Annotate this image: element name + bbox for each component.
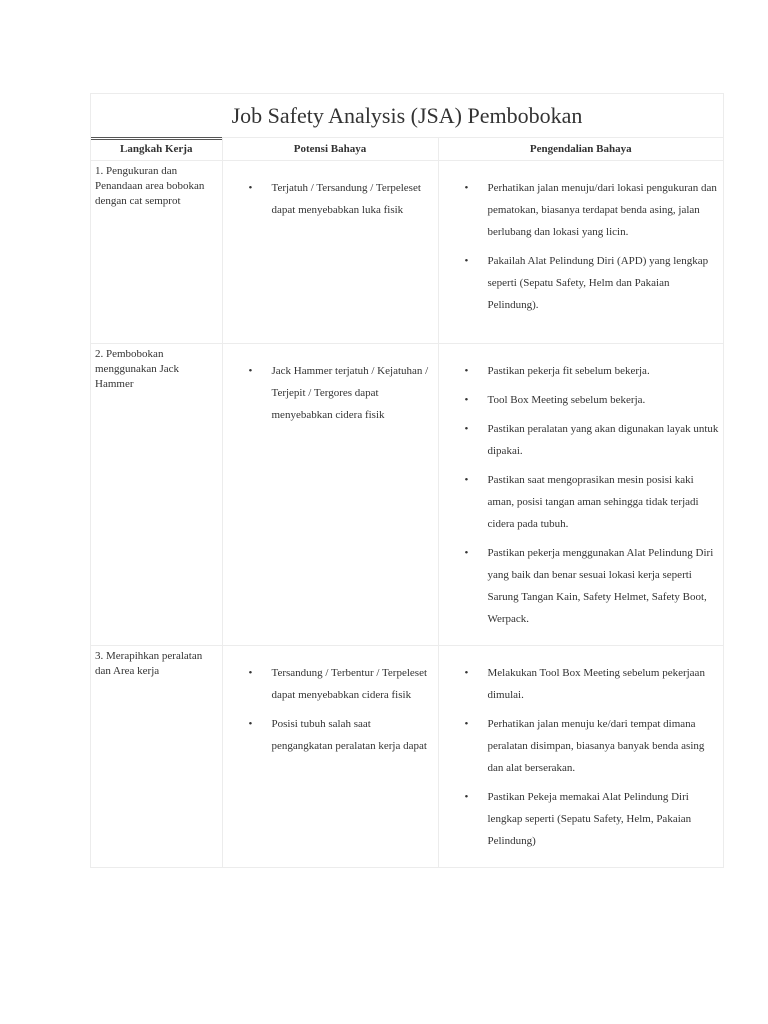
control-list [439, 344, 724, 645]
hazard-item: • Tersandung / Terbentur / Terpeleset dapat menyebabkan cidera fisik [223, 662, 430, 706]
hazard-item: • Terjatuh / Tersandung / Terpeleset dapat menyebabkan luka fisik [223, 177, 430, 221]
control-item: • Perhatikan jalan menuju ke/dari tempat dimana peralatan disimpan, biasanya banyak benda asing dan alat berserakan. [439, 713, 720, 779]
control-item: • Pastikan peralatan yang akan digunakan layak untuk dipakai. [439, 418, 720, 462]
document-title: Job Safety Analysis (JSA) Pembobokan [91, 94, 723, 138]
control-list [439, 646, 724, 867]
jsa-table [91, 138, 723, 867]
header-langkah-kerja: Langkah Kerja [91, 138, 222, 161]
hazard-item: • Posisi tubuh salah saat pengangkatan peralatan kerja dapat [223, 713, 430, 757]
step-cell: 3. Merapihkan peralatan dan Area kerja [95, 650, 203, 677]
hazard-list [223, 344, 438, 441]
step-cell: 2. Pembobokan menggunakan Jack Hammer [91, 344, 222, 646]
table-row [91, 161, 723, 344]
control-item: • Pastikan pekerja menggunakan Alat Pelindung Diri yang baik dan benar sesuai lokasi kerja seperti Sarung Tangan Kain, Safety Helmet, Safety Boot, Werpack. [439, 542, 720, 630]
control-list [439, 161, 724, 331]
hazard-list [223, 646, 438, 772]
hazard-list [223, 161, 438, 236]
table-row [91, 344, 723, 646]
hazard-cell [222, 161, 438, 344]
control-item: • Tool Box Meeting sebelum bekerja. [439, 389, 720, 411]
control-item: • Pastikan Pekeja memakai Alat Pelindung Diri lengkap seperti (Sepatu Safety, Helm, Pakaian Pelindung) [439, 786, 720, 852]
control-item: • Pastikan saat mengoprasikan mesin posisi kaki aman, posisi tangan aman sehingga tidak terjadi cidera pada tubuh. [439, 469, 720, 535]
control-cell [438, 646, 723, 868]
table-row [91, 646, 723, 868]
hazard-cell [222, 646, 438, 868]
control-item: • Pastikan pekerja fit sebelum bekerja. [439, 360, 720, 382]
hazard-cell [222, 344, 438, 646]
control-item: • Melakukan Tool Box Meeting sebelum pekerjaan dimulai. [439, 662, 720, 706]
table-header-row [91, 138, 723, 161]
hazard-item: • Jack Hammer terjatuh / Kejatuhan / Terjepit / Tergores dapat menyebabkan cidera fisik [223, 360, 430, 426]
control-cell [438, 344, 723, 646]
control-cell [438, 161, 723, 344]
step-cell: 1. Pengukuran dan Penandaan area bobokan dengan cat semprot [91, 161, 222, 344]
header-potensi-bahaya: Potensi Bahaya [222, 138, 438, 161]
header-pengendalian-bahaya: Pengendalian Bahaya [438, 138, 723, 161]
jsa-document [90, 93, 724, 868]
control-item: • Perhatikan jalan menuju/dari lokasi pengukuran dan pematokan, biasanya terdapat benda asing, jalan berlubang dan lokasi yang licin. [439, 177, 720, 243]
control-item: • Pakailah Alat Pelindung Diri (APD) yang lengkap seperti (Sepatu Safety, Helm dan Pakaian Pelindung). [439, 250, 720, 316]
